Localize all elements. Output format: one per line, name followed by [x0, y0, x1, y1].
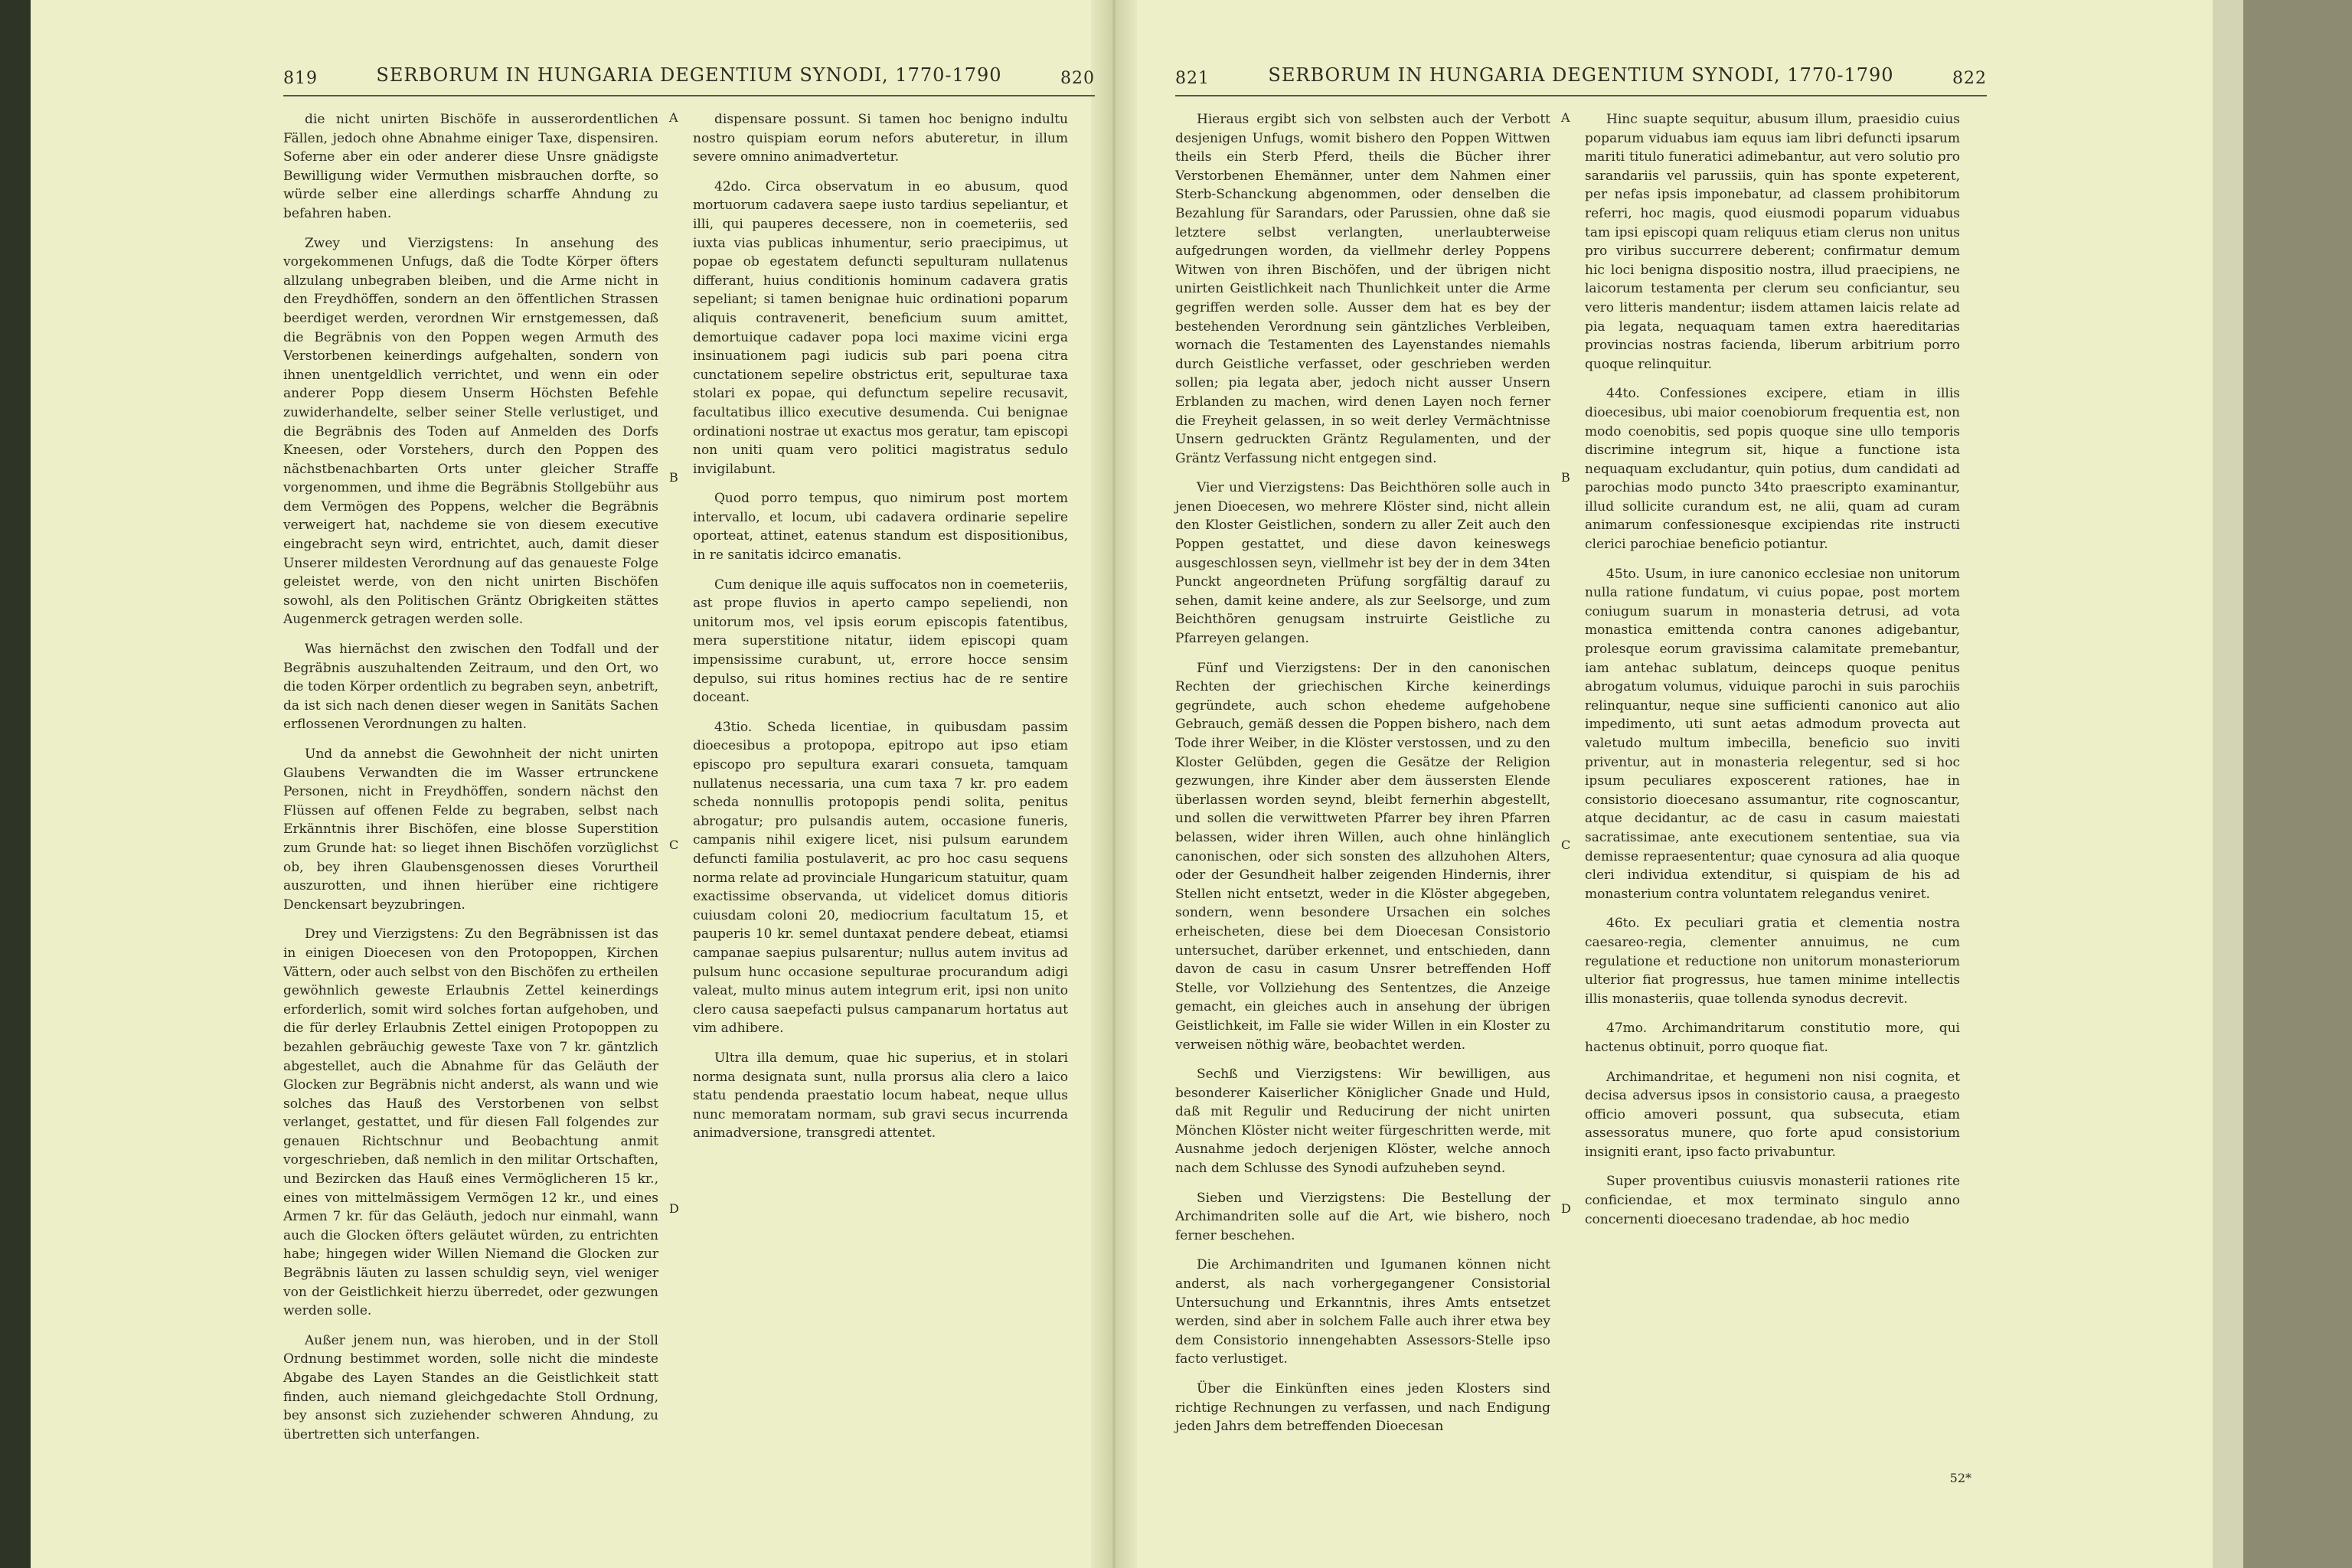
paragraph: Cum denique ille aquis suffocatos non in coemeteriis, ast prope fluvios in aperto campo sepeliendi, non unitorum mos, vel ipsis eorum episcopis fatentibus, mera superstitione nitatur, iidem episcopi quam impensissime curabunt, ut, errore hocce sensim depulso, sui ritus homines rectius hac de re sentire doceant.: [693, 577, 1068, 706]
left-running-header: [283, 61, 1095, 95]
paragraph: 47mo. Archimandritarum constitutio more, qui hactenus obtinuit, porro quoque fiat.: [1585, 1021, 1960, 1055]
right-page: [1175, 61, 1987, 1516]
running-title: SERBORUM IN HUNGARIA DEGENTIUM SYNODI, 1770-1790: [376, 64, 1002, 86]
paragraph: Außer jenem nun, was hieroben, und in der Stoll Ordnung bestimmet worden, solle nicht die mindeste Abgabe des Layen Standes an die Geistlichkeit statt finden, auch niemand gleichgedachte Stoll Ordnung, bey ansonst sich zuziehender schweren Ahndung, zu übertretten sich unterfangen.: [283, 1332, 658, 1442]
paragraph: Fünf und Vierzigstens: Der in den canonischen Rechten der griechischen Kirche keinerdings gegründete, auch schon ehedeme aufgehobene Gebrauch, gemäß dessen die Poppen bishero, nach dem Tode ihrer Weiber, in die Klöster verstossen, und zu den Kloster Gelübden, gegen die Gesätze der Religion gezwungen, ihre Kinder aber dem äussersten Elende überlassen worden seynd, bleibt fernerhin abgestellt, und sollen die verwittweten Pfarrer bey ihren Pfarren belassen, wider ihren Willen, auch ohne hinlänglich canonischen, oder sich sonsten des allzuhohen Alters, oder der Gesundheit halber zeigenden Hindernis, ihrer Stellen nicht entsetzt, weder in die Klöster abgegeben, sondern, wenn besondere Ursachen ein solches erheischeten, diese bei dem Dioecesan Consistorio untersuchet, darüber erkennet, und entschieden, dann davon de casu in casum Unsrer betreffenden Hoff Stelle, vor Vollziehung des Sententzes, die Anzeige gemacht, ein gleiches auch in ansehung der übrigen Geistlichkeit, im Falle sie wider Willen in ein Kloster zu verweisen nöthig wäre, beobachtet werden.: [1175, 660, 1550, 1053]
left-page: [283, 61, 1095, 1516]
page-number-821: 821: [1175, 69, 1210, 88]
paragraph: Quod porro tempus, quo nimirum post mortem intervallo, et locum, ubi cadavera ordinarie sepelire oporteat, attinet, eatenus standum est dispositionibus, in re sanitatis idcirco emanatis.: [693, 491, 1068, 564]
paragraph: 45to. Usum, in iure canonico ecclesiae non unitorum nulla ratione fundatum, vi cuius popae, post mortem coniugum suarum in monasteria detrusi, ad vota monastica emittenda contra canones adigebantur, prolesque eorum gravissima calamitate premebantur, iam antehac sublatum, deinceps quoque penitus abrogatum volumus, viduique parochi in suis parochiis relinquantur, neque sine sufficienti canonico aut alio impedimento, uti sunt aetas admodum provecta aut valetudo multum imbecilla, beneficio suo inviti priventur, aut in monasteria relegentur, sed si hoc ipsum peculiares exposcerent rationes, hae in consistorio dioecesano assumantur, rite cognoscantur, atque decidantur, ac de casu in casum maiestati sacratissimae, ante executionem sententiae, sua via demisse repraesententur; quae cynosura ad alia quoque cleri individua extenditur, si quispiam de his ad monasterium contra voluntatem relegandus veniret.: [1585, 566, 1960, 902]
margin-letter-b: B: [669, 470, 678, 485]
latin-column: [1585, 110, 1960, 1240]
paragraph: Und da annebst die Gewohnheit der nicht unirten Glaubens Verwandten die im Wasser ertrunckene Personen, nicht in Freydhöffen, sondern nächst den Flüssen auf offenen Felde zu begraben, selbst nach Erkänntnis ihrer Bischöfen, eine blosse Superstition zum Grunde hat: so lieget ihnen Bischöfen vorzüglichst ob, bey ihren Glaubensgenossen dieses Vorurtheil auszurotten, und ihnen hierüber eine richtigere Denckensart beyzubringen.: [283, 746, 658, 913]
header-rule: [1175, 95, 1987, 96]
paragraph: Was hiernächst den zwischen den Todfall und der Begräbnis auszuhaltenden Zeitraum, und den Ort, wo die toden Körper ordentlich zu begraben seyn, anbetrift, da ist sich nach denen dieser wegen in Sanitäts Sachen erflossenen Verordnungen zu halten.: [283, 642, 658, 733]
page-number-822: 822: [1952, 69, 1987, 88]
header-rule: [283, 95, 1095, 96]
paragraph: Zwey und Vierzigstens: In ansehung des vorgekommenen Unfugs, daß die Todte Körper öfters allzulang unbegraben bleiben, und die Arme nicht in den Freydhöffen, sondern an den öffentlichen Strassen beerdiget werden, verordnen Wir ernstgemessen, daß die Begräbnis von den Poppen wegen Armuth des Verstorbenen keinerdings aufgehalten, sondern von ihnen unentgeldlich verrichtet, und wenn ein oder anderer Popp diesem Unserm Höchsten Befehle zuwiderhandelte, selber seiner Stelle verlustiget, und die Begräbnis des Toden auf Anmelden des Dorfs Kneesen, oder Vorstehers, durch den Poppen des nächstbenachbarten Orts unter gleicher Straffe vorgenommen, und ihme die Begräbnis Stollgebühr aus dem Vermögen des Poppens, welcher die Begräbnis verweigert hat, nachdeme sie von diesem executive eingebracht seyn wird, entrichtet, auch, damit dieser Unserer mildesten Verordnung auf das genaueste Folge geleistet werde, von den nicht unirten Bischöfen sowohl, als den Politischen Gräntz Obrigkeiten stättes Augenmerck getragen werden solle.: [283, 235, 658, 628]
right-running-header: [1175, 61, 1987, 95]
latin-column: [693, 110, 1068, 1154]
paragraph: Hinc suapte sequitur, abusum illum, praesidio cuius poparum viduabus iam equus iam libri defuncti ipsarum mariti titulo funeratici adimebantur, aut vero solutio pro sarandariis vel parussiis, quin has sponte expeterent, per nefas ipsis imponebatur, ad classem prohibitorum referri, hoc magis, quod eiusmodi poparum viduabus tam ipsi episcopi quam reliquus etiam clerus non unitus pro viribus succurrere deberent; confirmatur demum hic loci benigna dispositio nostra, illud praecipiens, ne laicorum testamenta per clerum seu conficiantur, seu vero litteris mandentur; iisdem attamen laicis relate ad pia legata, nequaquam tamen extra haereditarias provincias nostras facienda, liberum arbitrium porro quoque relinquitur.: [1585, 112, 1960, 372]
page-number-819: 819: [283, 69, 318, 88]
paragraph: 44to. Confessiones excipere, etiam in illis dioecesibus, ubi maior coenobiorum frequentia est, non modo coenobitis, sed popis quoque sine ullo temporis discrimine integrum sit, hique a functione ista nequaquam excludantur, quin potius, dum candidati ad parochias modo puncto 34to praescripto examinantur, illud sollicite curandum est, ne alii, quam ad curam animarum confessionesque excipiendas rite instructi clerici parochiae beneficio potiantur.: [1585, 386, 1960, 553]
margin-letter-a: A: [1561, 110, 1570, 125]
paragraph: Ultra illa demum, quae hic superius, et in stolari norma designata sunt, nulla prorsus alia clero a laico statu pendenda praestatio locum habeat, neque ullus nunc memoratam normam, sub gravi secus incurrenda animadversione, transgredi attentet.: [693, 1050, 1068, 1142]
margin-letter-c: C: [1561, 838, 1571, 852]
margin-letter-d: D: [669, 1201, 679, 1216]
paragraph: dispensare possunt. Si tamen hoc benigno indultu nostro quispiam eorum nefors abuteretur, in illum severe omnino animadvertetur.: [693, 112, 1068, 165]
paragraph: Sieben und Vierzigstens: Die Bestellung der Archimandriten solle auf die Art, wie bishero, noch ferner beschehen.: [1175, 1190, 1550, 1243]
paragraph: Archimandritae, et hegumeni non nisi cognita, et decisa adversus ipsos in consistorio causa, a praegesto officio amoveri possunt, qua subsecuta, etiam assessoratus munere, quo forte apud consistorium insigniti erant, ipso facto privabuntur.: [1585, 1069, 1960, 1160]
paragraph: die nicht unirten Bischöfe in ausserordentlichen Fällen, jedoch ohne Abnahme einiger Taxe, dispensiren. Soferne aber ein oder anderer diese Unsre gnädigste Bewilligung wider Vermuthen misbrauchen dorfte, so würde selber eine allerdings scharffe Ahndung zu befahren haben.: [283, 112, 658, 221]
paragraph: Vier und Vierzigstens: Das Beichthören solle auch in jenen Dioecesen, wo mehrere Klöster sind, nicht allein den Kloster Geistlichen, sondern zu aller Zeit auch den Poppen gestattet, und diese davon keineswegs ausgeschlossen seyn, viellmehr ist bey der in dem 34ten Punckt angeordneten Prüfung sorgfältig darauf zu sehen, damit keine andere, als zur Seelsorge, und zum Beichthören genugsam instruirte Geistliche zu Pfarreyen gelangen.: [1175, 480, 1550, 647]
signature-mark: 52*: [1949, 1471, 1971, 1485]
margin-letter-d: D: [1561, 1201, 1571, 1216]
margin-letter-a: A: [669, 110, 678, 125]
paragraph: Die Archimandriten und Igumanen können nicht anderst, als nach vorhergegangener Consistorial Untersuchung und Erkanntnis, ihres Amts entsetzet werden, sind aber in solchem Falle auch ihrer etwa bey dem Consistorio innengehabten Assessors-Stelle ipso facto verlustiget.: [1175, 1257, 1550, 1367]
book-gutter: [1091, 0, 1137, 1568]
german-column: [1175, 110, 1550, 1447]
book-left-edge: [0, 0, 31, 1568]
paragraph: Drey und Vierzigstens: Zu den Begräbnissen ist das in einigen Dioecesen von den Protopoppen, Kirchen Vättern, oder auch selbst von den Bischöfen zu ertheilen gewöhnlich geweste Erlaubnis Zettel keinerdings erforderlich, somit wird solches fortan aufgehoben, und die für derley Erlaubnis Zettel einigen Protopoppen zu bezahlen gebräuchig geweste Taxe von 7 kr. gäntzlich abgestellet, auch die Abnahme für das Geläuth der Glocken zur Begräbnis nicht anderst, als wann und wie solches das Hauß des Verstorbenen von selbst verlanget, gestattet, und für diesen Fall folgendes zur genauen Richtschnur und Beobachtung anmit vorgeschrieben, daß nemlich in den militar Ortschaften, und Bezircken das Hauß eines Vermöglicheren 15 kr., eines von mittelmässigem Vermögen 12 kr., und eines Armen 7 kr. für das Geläuth, jedoch nur einmahl, wann auch die Glocken öfters geläutet würden, zu entrichten habe; hingegen wider Willen Niemand die Glocken zur Begräbnis läuten zu lassen schuldig seyn, viel weniger von der Geistlichkeit hierzu überredet, oder gezwungen werden solle.: [283, 926, 658, 1319]
paragraph: 46to. Ex peculiari gratia et clementia nostra caesareo-regia, clementer annuimus, ne cum regulatione et reductione non unitorum monasteriorum ulterior fiat progressus, hue tamen minime intellectis illis monasteriis, quae tollenda synodus decrevit.: [1585, 916, 1960, 1007]
paragraph: Super proventibus cuiusvis monasterii rationes rite conficiendae, et mox terminato singulo anno concernenti dioecesano tradendae, ab hoc medio: [1585, 1174, 1960, 1227]
page-number-820: 820: [1060, 69, 1095, 88]
paragraph: Über die Einkünften eines jeden Klosters sind richtige Rechnungen zu verfassen, und nach Endigung jeden Jahrs dem betreffenden Dioecesan: [1175, 1381, 1550, 1435]
paragraph: 43tio. Scheda licentiae, in quibusdam passim dioecesibus a protopopa, epitropo aut ipso etiam episcopo pro sepultura exarari consueta, tamquam nullatenus necessaria, una cum taxa 7 kr. pro eadem scheda nonnullis protopopis pendi solita, penitus abrogatur; pro pulsandis autem, occasione funeris, campanis nihil exigere licet, nisi pulsum earundem defuncti familia postulaverit, ac pro hoc casu sequens norma relate ad provinciale Hungaricum statuitur, quam exactissime observanda, ut videlicet domus ditioris cuiusdam coloni 20, mediocrium facultatum 15, et pauperis 10 kr. semel duntaxat pendere debeat, etiamsi campanae saepius pulsarentur; nullus autem invitus ad pulsum hunc occasione sepulturae procurandum adigi valeat, multo minus autem integrum erit, ipsi non unito clero causa saepefacti pulsus campanarum hortatus aut vim adhibere.: [693, 719, 1068, 1037]
paragraph: Sechß und Vierzigstens: Wir bewilligen, aus besonderer Kaiserlicher Königlicher Gnade und Huld, daß mit Regulir und Reducirung der nicht unirten Mönchen Klöster nicht weiter fürgeschritten werde, mit Ausnahme jedoch derjenigen Klöster, welche annoch nach dem Schlusse des Synodi aufzuheben seynd.: [1175, 1067, 1550, 1177]
book-board: [2243, 0, 2352, 1568]
margin-letters: [663, 110, 686, 1565]
paragraph: 42do. Circa observatum in eo abusum, quod mortuorum cadavera saepe iusto tardius sepeliantur, et illi, qui pauperes decessere, non in coemeteriis, sed iuxta vias publicas inhumentur, serio praecipimus, ut popae ob egestatem defuncti sepulturam nullatenus differant, huius conditionis hominum cadavera gratis sepeliant; si tamen benignae huic ordinationi poparum aliquis contravenerit, beneficium suum amittet, demortuique cadaver popa loci maxime vicini erga insinuationem pagi iudicis sub pari poena citra cunctationem sepelire obstrictus erit, sepulturae taxa stolari ex popae, qui defunctum sepelire recusavit, facultatibus illico executive desumenda. Cui benignae ordinationi nostrae ut exactus mos geratur, tam episcopi non uniti quam vero politici magistratus sedulo invigilabunt.: [693, 178, 1068, 477]
german-column: [283, 110, 658, 1455]
margin-letters: [1555, 110, 1578, 1565]
book-page-edges: [2213, 0, 2243, 1568]
margin-letter-c: C: [669, 838, 679, 852]
margin-letter-b: B: [1561, 470, 1570, 485]
running-title: SERBORUM IN HUNGARIA DEGENTIUM SYNODI, 1770-1790: [1268, 64, 1894, 86]
paragraph: Hieraus ergibt sich von selbsten auch der Verbott desjenigen Unfugs, womit bishero den Poppen Wittwen theils ein Sterb Pferd, theils die Bücher ihrer Verstorbenen Ehemänner, unter dem Nahmen einer Sterb-Schanckung abgenommen, oder denselben die Bezahlung für Sarandars, oder Parussien, ohne daß sie letztere selbst verlangten, unerlaubterweise aufgedrungen worden, da viellmehr derley Poppens Witwen von ihren Bischöfen, und der übrigen nicht unirten Geistlichkeit nach Thunlichkeit unter die Arme gegriffen werden solle. Ausser dem hat es bey der bestehenden Verordnung sein gäntzliches Verbleiben, wornach die Testamenten des Layenstandes niemahls durch Geistliche verfasset, oder geschrieben werden sollen; pia legata aber, jedoch nicht ausser Unsern Erblanden zu machen, wird denen Layen noch ferner die Freyheit gelassen, in so weit derley Vermächtnisse Unsern gedruckten Gräntz Regulamenten, und der Gräntz Verfassung nicht entgegen sind.: [1175, 112, 1550, 466]
